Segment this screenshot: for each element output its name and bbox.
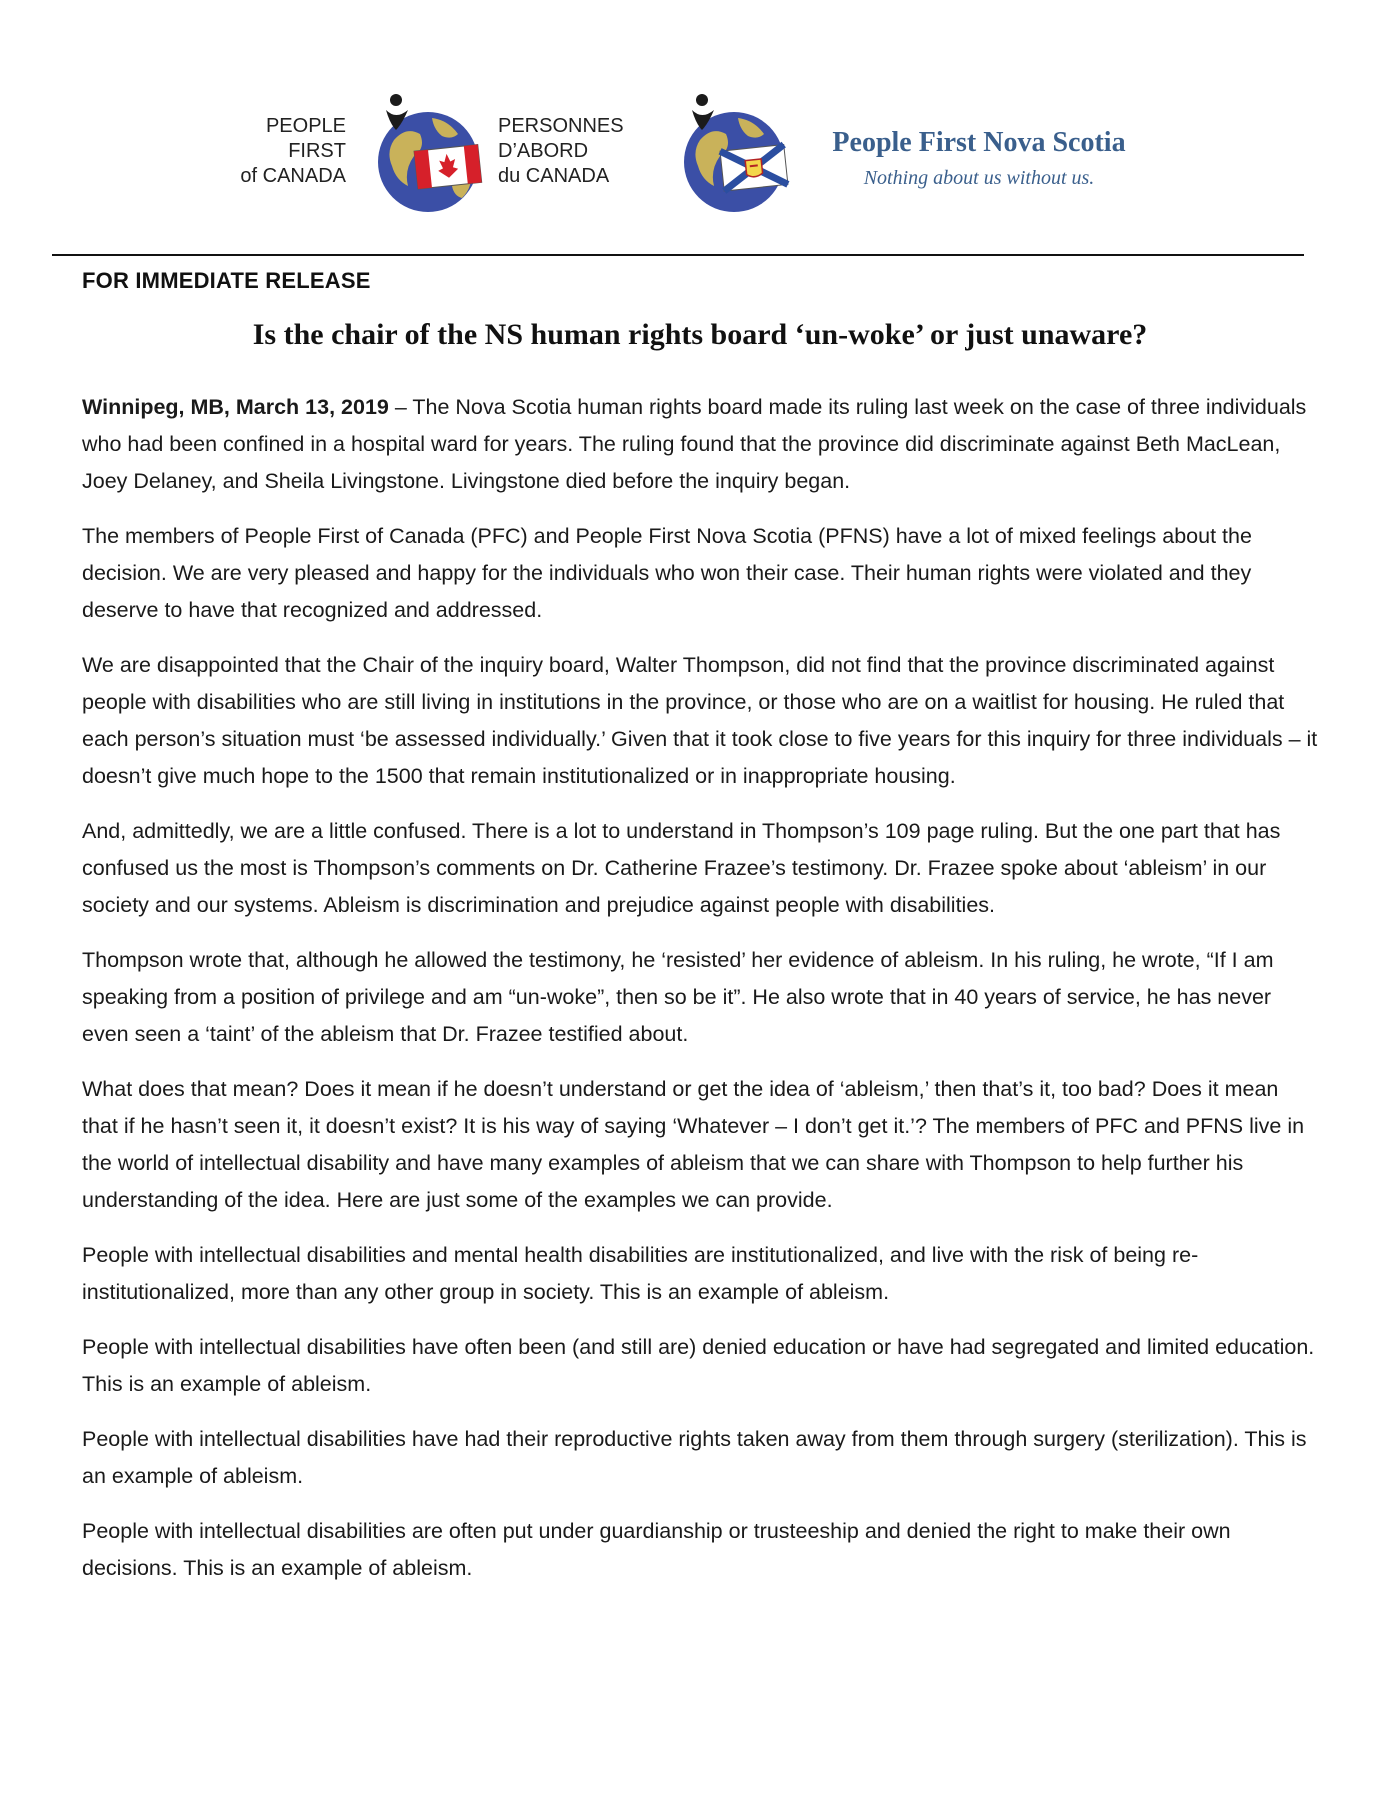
pfc-logo-english-text (200, 114, 346, 189)
pfns-globe-logo-icon (668, 90, 794, 216)
paragraph-9: People with intellectual disabilities have had their reproductive rights taken away from them through surgery (sterilization). This is an example of ableism. (82, 1427, 1307, 1488)
paragraph-2: The members of People First of Canada (PFC) and People First Nova Scotia (PFNS) have a lot of mixed feelings about the decision. We are very pleased and happy for the individuals who won their case. Their human rights were violated and they deserve to have that recognized and addressed. (82, 524, 1252, 622)
pfc-en-line: FIRST (288, 140, 346, 162)
paragraph-6: What does that mean? Does it mean if he doesn’t understand or get the idea of ‘ableism,’ then that’s it, too bad? Does it mean that if he hasn’t seen it, it doesn’t exist? It is his way of saying ‘Whatever – I don’t get it.’? The members of PFC and PFNS live in the world of intellectual disability and have many examples of ableism that we can share with Thompson to help further his understanding of the idea. Here are just some of the examples we can provide. (82, 1077, 1305, 1212)
pfc-fr-line: du CANADA (498, 165, 610, 187)
pfc-en-line: PEOPLE (265, 115, 346, 137)
letterhead (0, 0, 1400, 240)
release-label: FOR IMMEDIATE RELEASE (82, 268, 371, 293)
paragraph-text: – The Nova Scotia human rights board made its ruling last week on the case of three individuals who had been confined in a hospital ward for years. The ruling found that the province did discriminate against Beth MacLean, Joey Delaney, and Sheila Livingstone. Livingstone died before the inquiry began. (82, 395, 1307, 493)
paragraph-10: People with intellectual disabilities are often put under guardianship or trusteeship and denied the right to make their own decisions. This is an example of ableism. (82, 1519, 1231, 1580)
paragraph-7: People with intellectual disabilities and mental health disabilities are institutionalized, and live with the risk of being re-institutionalized, more than any other group in society. This is an example of ableism. (82, 1243, 1199, 1304)
pfns-name: People First Nova Scotia (832, 127, 1126, 158)
paragraph-1 (82, 389, 1318, 500)
pfc-fr-line: D’ABORD (498, 140, 589, 162)
paragraph-4: And, admittedly, we are a little confused. There is a lot to understand in Thompson’s 109 page ruling. But the one part that has confused us the most is Thompson’s comments on Dr. Catherine Frazee’s testimony. Dr. Frazee spoke about ‘ableism’ in our society and our systems. Ableism is discrimination and prejudice against people with disabilities. (82, 819, 1281, 917)
page-title: Is the chair of the NS human rights board ‘un-woke’ or just unaware? (252, 318, 1148, 351)
paragraph-5: Thompson wrote that, although he allowed the testimony, he ‘resisted’ her evidence of ableism. In his ruling, he wrote, “If I am speaking from a position of privilege and am “un-woke”, then so be it”. He also wrote that in 40 years of service, he has never even seen a ‘taint’ of the ableism that Dr. Frazee testified about. (82, 948, 1274, 1046)
pfc-globe-logo-icon (362, 90, 488, 216)
dateline: Winnipeg, MB, March 13, 2019 (82, 395, 389, 419)
article-body (82, 389, 1318, 1605)
paragraph-8: People with intellectual disabilities have often been (and still are) denied education or have had segregated and limited education. This is an example of ableism. (82, 1335, 1315, 1396)
pfc-en-line: of CANADA (240, 165, 346, 187)
pfns-tagline: Nothing about us without us. (863, 167, 1095, 189)
paragraph-3: We are disappointed that the Chair of the inquiry board, Walter Thompson, did not find that the province discriminated against people with disabilities who are still living in institutions in the province, or those who are on a waitlist for housing. He ruled that each person’s situation must ‘be assessed individually.’ Given that it took close to five years for this inquiry for three individuals – it doesn’t give much hope to the 1500 that remain institutionalized or in inappropriate housing. (82, 653, 1318, 788)
pfc-fr-line: PERSONNES (498, 115, 624, 137)
header-divider (52, 254, 1304, 256)
